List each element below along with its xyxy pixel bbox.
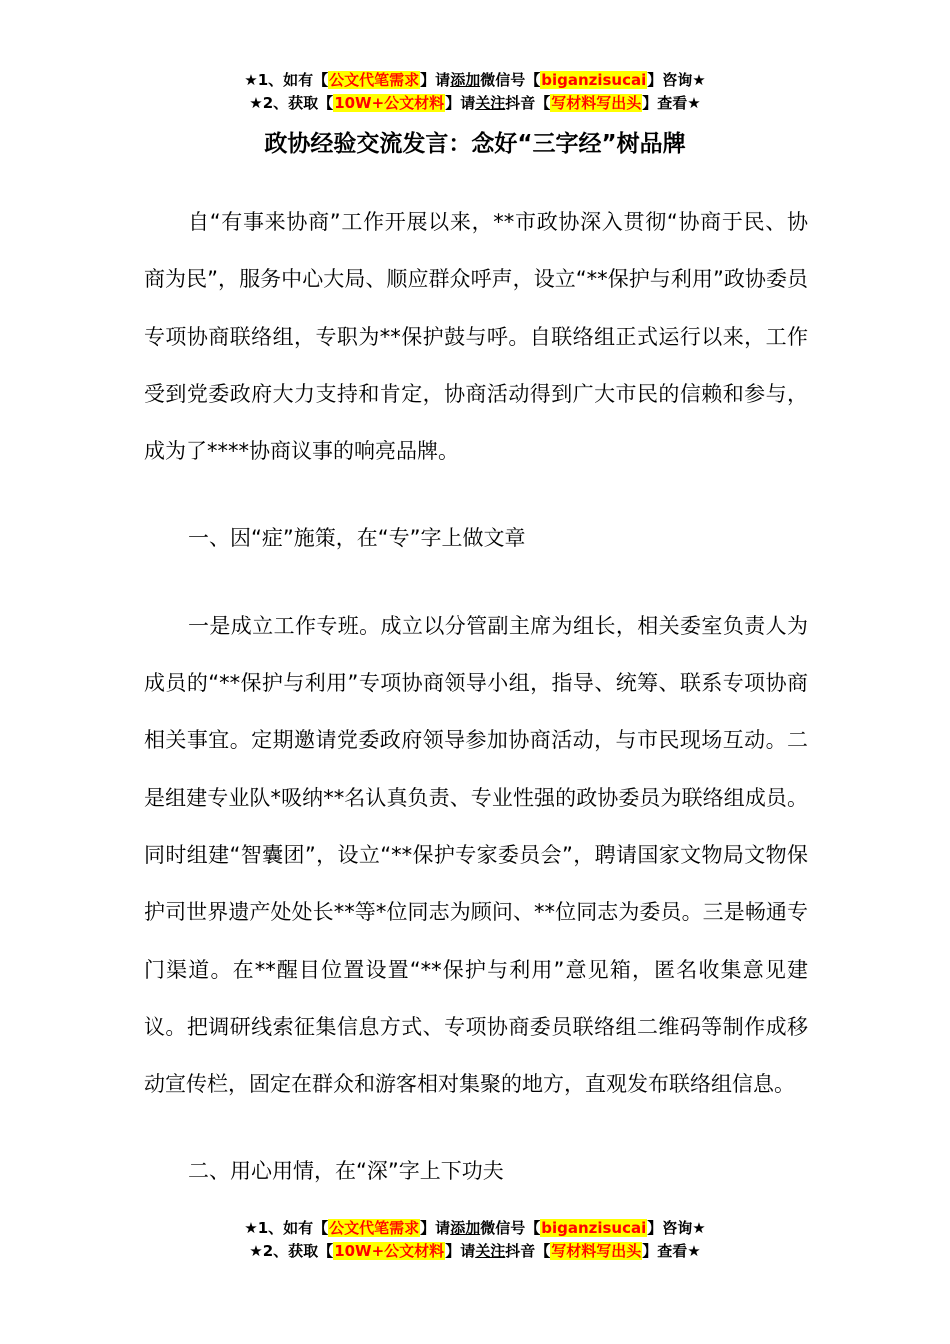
footer-line-2-mid2: 抖音【 — [505, 1242, 551, 1260]
banner-underline-add: 添加 — [450, 71, 481, 89]
footer-underline-add: 添加 — [450, 1219, 481, 1237]
banner-line-1-mid: 】请 — [420, 71, 451, 89]
banner-line-2-prefix: ★2、获取【 — [249, 94, 334, 112]
header-banner — [0, 69, 950, 115]
footer-highlight-ghostwriting: 公文代笔需求 — [329, 1219, 420, 1237]
footer-line-2-suffix: 】查看★ — [642, 1242, 701, 1260]
banner-highlight-materials: 10W+公文材料 — [334, 94, 445, 112]
paragraph-gap — [144, 568, 808, 598]
document-title: 政协经验交流发言：念好“三字经”树品牌 — [264, 131, 686, 157]
section-heading-2: 二、用心用情，在“深”字上下功夫 — [188, 1159, 504, 1184]
document-body — [144, 194, 808, 1201]
footer-banner — [0, 1217, 950, 1263]
banner-underline-follow: 关注 — [475, 94, 506, 112]
paragraph-gap — [144, 480, 808, 510]
banner-highlight-douyin: 写材料写出头 — [551, 94, 642, 112]
banner-line-1-mid2: 微信号【 — [480, 71, 541, 89]
footer-line-2-prefix: ★2、获取【 — [249, 1242, 334, 1260]
banner-line-2-mid2: 抖音【 — [505, 94, 551, 112]
footer-line-1-mid: 】请 — [420, 1219, 451, 1237]
footer-line-1-suffix: 】咨询★ — [647, 1219, 706, 1237]
footer-banner-line-1 — [0, 1217, 950, 1240]
paragraph-gap — [144, 1113, 808, 1143]
banner-highlight-wechat-id: biganzisucai — [541, 71, 647, 89]
footer-line-1-mid2: 微信号【 — [480, 1219, 541, 1237]
footer-line-2-mid: 】请 — [445, 1242, 476, 1260]
banner-line-1 — [0, 69, 950, 92]
banner-line-2-suffix: 】查看★ — [642, 94, 701, 112]
footer-highlight-wechat-id: biganzisucai — [541, 1219, 647, 1237]
banner-line-2-mid: 】请 — [445, 94, 476, 112]
footer-line-1-prefix: ★1、如有【 — [244, 1219, 329, 1237]
footer-highlight-douyin: 写材料写出头 — [551, 1242, 642, 1260]
footer-underline-follow: 关注 — [475, 1242, 506, 1260]
paragraph-section-1: 一是成立工作专班。成立以分管副主席为组长，相关委室负责人为成员的“**保护与利用”专项协商领导小组，指导、统筹、联系专项协商相关事宜。定期邀请党委政府领导参加协商活动，与市民现场互动。二是组建专业队*吸纳**名认真负责、专业性强的政协委员为联络组成员。同时组建“智囊团”，设立“**保护专家委员会”，聘请国家文物局文物保护司世界遗产处处长**等*位同志为顾问、**位同志为委员。三是畅通专门渠道。在**醒目位置设置“**保护与利用”意见箱，匿名收集意见建议。把调研线索征集信息方式、专项协商委员联络组二维码等制作成移动宣传栏，固定在群众和游客相对集聚的地方，直观发布联络组信息。 — [144, 613, 808, 1097]
paragraph-intro: 自“有事来协商”工作开展以来，**市政协深入贯彻“协商于民、协商为民”，服务中心大局、顺应群众呼声，设立“**保护与利用”政协委员专项协商联络组，专职为**保护鼓与呼。自联络组正式运行以来，工作受到党委政府大力支持和肯定，协商活动得到广大市民的信赖和参与，成为了****协商议事的响亮品牌。 — [144, 210, 808, 464]
banner-line-2 — [0, 92, 950, 115]
banner-line-1-prefix: ★1、如有【 — [244, 71, 329, 89]
banner-highlight-ghostwriting: 公文代笔需求 — [329, 71, 420, 89]
footer-banner-line-2 — [0, 1240, 950, 1263]
banner-line-1-suffix: 】咨询★ — [647, 71, 706, 89]
footer-highlight-materials: 10W+公文材料 — [334, 1242, 445, 1260]
section-heading-1: 一、因“症”施策，在“专”字上做文章 — [188, 526, 526, 551]
